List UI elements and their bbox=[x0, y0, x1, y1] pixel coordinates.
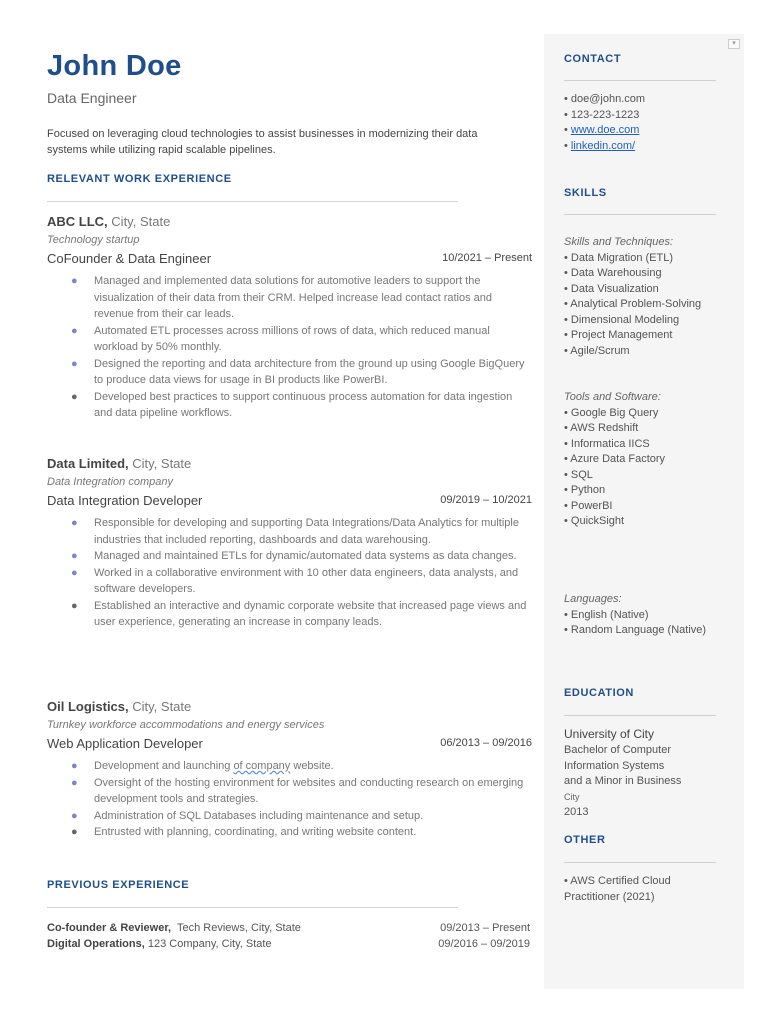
company-line bbox=[47, 213, 532, 231]
list-item: • Google Big Query bbox=[564, 406, 659, 419]
education-block bbox=[564, 726, 739, 821]
job-title: CoFounder & Data Engineer bbox=[47, 251, 212, 266]
bullet-icon: ● bbox=[71, 357, 78, 370]
list-item: • Data Migration (ETL) bbox=[564, 251, 673, 264]
list-item: • Python bbox=[564, 484, 606, 496]
certification-line: Practitioner (2021) bbox=[564, 890, 655, 903]
list-item: • Data Warehousing bbox=[564, 267, 662, 279]
company-location: City, State bbox=[132, 699, 192, 714]
graduation-year: 2013 bbox=[564, 806, 589, 818]
candidate-role: Data Engineer bbox=[47, 90, 137, 106]
job-title: Web Application Developer bbox=[47, 736, 203, 751]
list-item: ● Developed best practices to support continuous process automation for data ingestion and data pipeline workflows. bbox=[71, 390, 513, 419]
list-item: ● Administration of SQL Databases including maintenance and setup. bbox=[47, 808, 532, 825]
contact-website-row: • www.doe.com bbox=[564, 124, 640, 136]
degree-line: Information Systems bbox=[564, 759, 665, 772]
previous-org: 123 Company, City, State bbox=[147, 938, 272, 950]
section-divider bbox=[564, 80, 716, 81]
section-title-work: RELEVANT WORK EXPERIENCE bbox=[47, 173, 232, 185]
section-divider bbox=[564, 862, 716, 863]
list-item: • Informatica IICS bbox=[564, 437, 650, 450]
company-name: Data Limited, bbox=[47, 456, 129, 471]
bullet-icon: ● bbox=[71, 517, 78, 529]
company-tagline: Turnkey workforce accommodations and energy services bbox=[47, 719, 325, 731]
degree-line: and a Minor in Business bbox=[564, 775, 682, 787]
section-divider bbox=[47, 201, 458, 202]
other-block bbox=[564, 874, 739, 905]
list-item: ● Managed and implemented data solutions for automotive leaders to support the visualization of their data from their CRM. Helped increase lead contact ratios and revenue from their car leads. bbox=[71, 275, 493, 320]
previous-dates: 09/2016 – 09/2019 bbox=[438, 938, 530, 950]
list-item: • QuickSight bbox=[564, 515, 625, 527]
company-location: City, State bbox=[132, 456, 192, 471]
job-title-row bbox=[47, 736, 532, 756]
list-item: • PowerBI bbox=[564, 499, 613, 512]
list-item: ● Designed the reporting and data architecture from the ground up using Google BigQuery to produce data views for usage in BI products like PowerBI. bbox=[71, 357, 525, 386]
candidate-name: John Doe bbox=[47, 50, 182, 82]
job-title: Data Integration Developer bbox=[47, 493, 203, 508]
spellcheck-underline: of company bbox=[233, 760, 291, 772]
bullet-icon: ● bbox=[71, 390, 78, 403]
list-item: • Data Visualization bbox=[564, 282, 659, 295]
company-line bbox=[47, 698, 532, 716]
list-item: ● Automated ETL processes across millions of rows of data, which reduced manual workload by 50% monthly. bbox=[71, 324, 490, 353]
previous-title: Co-founder & Reviewer, bbox=[47, 922, 172, 934]
job-title-row bbox=[47, 493, 532, 513]
bullet-icon: ● bbox=[71, 275, 78, 287]
company-name: ABC LLC, bbox=[47, 214, 108, 229]
list-item: • AWS Redshift bbox=[564, 422, 639, 434]
section-title-previous: PREVIOUS EXPERIENCE bbox=[47, 879, 190, 891]
section-title-skills: SKILLS bbox=[564, 187, 607, 199]
bullet-icon: ● bbox=[71, 550, 78, 562]
bullet-icon: ● bbox=[71, 599, 78, 612]
previous-experience-row bbox=[47, 922, 530, 934]
list-item: • Dimensional Modeling bbox=[564, 313, 680, 326]
list-item: ● Entrusted with planning, coordinating, and writing website content. bbox=[47, 824, 532, 841]
job-bullets bbox=[47, 273, 532, 422]
skills-languages bbox=[564, 592, 739, 639]
company-name: Oil Logistics, bbox=[47, 699, 129, 714]
job-dates: 06/2013 – 09/2016 bbox=[440, 737, 532, 749]
tools-list bbox=[564, 406, 739, 530]
list-item: • Azure Data Factory bbox=[564, 453, 666, 465]
contact-linkedin-row: • linkedin.com/ bbox=[564, 139, 636, 152]
job-entry bbox=[47, 213, 532, 422]
bullet-icon: ● bbox=[71, 760, 78, 772]
list-item: ● Development and launching of company website. bbox=[47, 758, 532, 775]
job-title-row bbox=[47, 251, 532, 271]
degree-line: Bachelor of Computer bbox=[564, 744, 671, 756]
school-city: City bbox=[564, 791, 580, 802]
linkedin-link[interactable]: linkedin.com/ bbox=[570, 139, 636, 152]
list-item: • Analytical Problem-Solving bbox=[564, 298, 702, 310]
languages-list bbox=[564, 608, 739, 639]
list-item: ● Responsible for developing and supporting Data Integrations/Data Analytics for multiple industries that included reporting, dashboards and data warehousing. bbox=[71, 517, 519, 546]
section-divider bbox=[47, 907, 458, 908]
skills-tools bbox=[564, 390, 739, 530]
job-bullets bbox=[47, 758, 532, 841]
bullet-icon: ● bbox=[71, 566, 78, 579]
company-location: City, State bbox=[111, 214, 171, 229]
list-item: • Random Language (Native) bbox=[564, 624, 707, 636]
previous-org: Tech Reviews, City, State bbox=[177, 922, 301, 934]
previous-dates: 09/2013 – Present bbox=[440, 922, 530, 934]
bullet-icon: ● bbox=[71, 776, 78, 789]
company-tagline: Technology startup bbox=[47, 234, 140, 246]
job-entry bbox=[47, 455, 532, 631]
company-line bbox=[47, 455, 532, 473]
job-dates: 10/2021 – Present bbox=[442, 252, 532, 264]
languages-label: Languages: bbox=[564, 593, 622, 605]
contact-phone: • 123-223-1223 bbox=[564, 108, 640, 121]
bullet-icon: ● bbox=[71, 324, 78, 337]
website-link[interactable]: www.doe.com bbox=[570, 124, 640, 136]
school-name: University of City bbox=[564, 727, 655, 741]
company-tagline: Data Integration company bbox=[47, 476, 173, 488]
list-item: • Project Management bbox=[564, 329, 673, 341]
skills-list bbox=[564, 251, 739, 360]
section-title-education: EDUCATION bbox=[564, 687, 634, 699]
list-item: ● Oversight of the hosting environment for websites and conducting research on emerging development tools and strategies. bbox=[71, 776, 524, 805]
tools-label: Tools and Software: bbox=[564, 391, 661, 403]
list-item: • Agile/Scrum bbox=[564, 344, 630, 357]
collapse-arrow-icon[interactable]: ▾ bbox=[728, 39, 740, 49]
summary-text: Focused on leveraging cloud technologies to assist businesses in modernizing their data systems while utilizing rapid scalable pipelines. bbox=[47, 128, 478, 156]
list-item: • SQL bbox=[564, 468, 593, 481]
skills-label: Skills and Techniques: bbox=[564, 236, 674, 248]
bullet-icon: ● bbox=[71, 809, 78, 822]
list-item: ● Established an interactive and dynamic corporate website that increased page views and user experience, generating an increase in company leads. bbox=[71, 599, 527, 628]
bullet-icon: ● bbox=[71, 826, 78, 838]
job-bullets bbox=[47, 515, 532, 631]
list-item: ● Managed and maintained ETLs for dynamic/automated data systems as data changes. bbox=[47, 548, 532, 565]
resume-sidebar bbox=[544, 34, 744, 989]
list-item: • English (Native) bbox=[564, 608, 649, 621]
section-divider bbox=[564, 214, 716, 215]
section-title-contact: CONTACT bbox=[564, 53, 622, 65]
skills-techniques bbox=[564, 235, 739, 359]
certification-line: • AWS Certified Cloud bbox=[564, 875, 671, 887]
list-item: ● Worked in a collaborative environment with 10 other data engineers, data analysts, and software developers. bbox=[71, 566, 519, 595]
previous-experience-row bbox=[47, 938, 530, 950]
section-title-other: OTHER bbox=[564, 834, 606, 846]
section-divider bbox=[564, 715, 716, 716]
job-dates: 09/2019 – 10/2021 bbox=[440, 494, 532, 506]
contact-email: • doe@john.com bbox=[564, 93, 646, 105]
contact-block bbox=[564, 92, 739, 154]
job-entry bbox=[47, 698, 532, 841]
previous-title: Digital Operations, bbox=[47, 938, 145, 950]
